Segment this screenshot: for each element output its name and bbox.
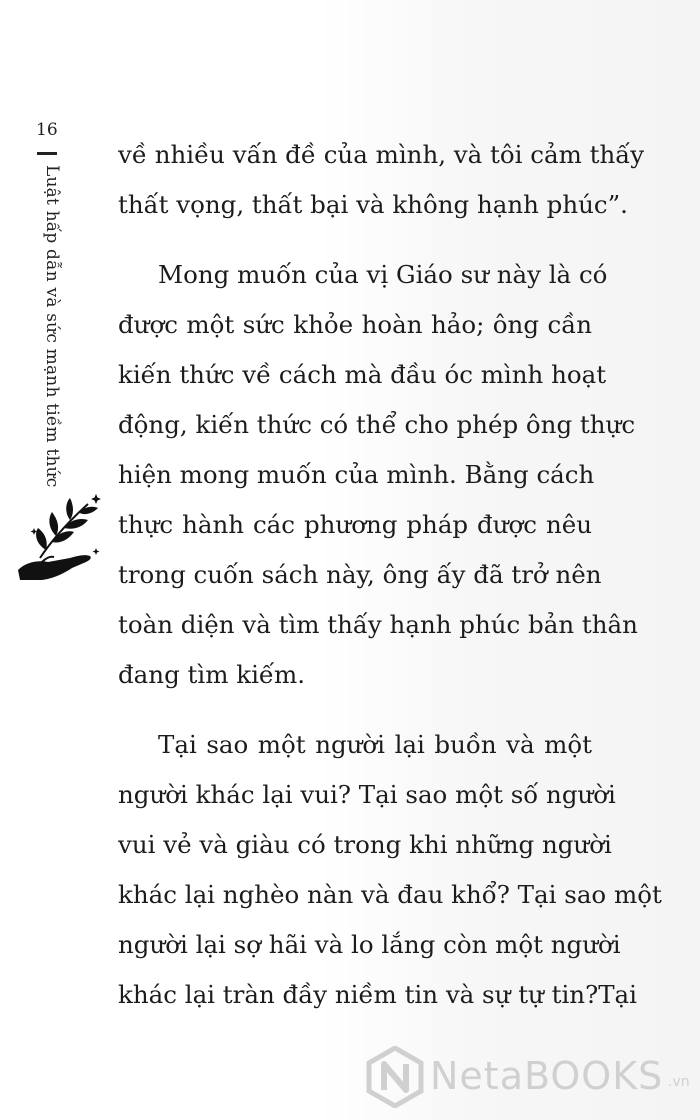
text-line: khác lại tràn đầy niềm tin và sự tự tin?Tại: [118, 980, 637, 1009]
text-line: Mong muốn của vị Giáo sư này là có: [158, 260, 608, 289]
body-text: [118, 130, 662, 1020]
paragraph-2: [118, 250, 638, 700]
text-line: kiến thức về cách mà đầu óc mình hoạt: [118, 360, 607, 389]
text-line: đang tìm kiếm.: [118, 660, 306, 689]
running-title: Luật hấp dẫn và sức mạnh tiềm thức: [42, 165, 62, 488]
page-number-divider: [37, 152, 57, 155]
text-line: Tại sao một người lại buồn và một: [158, 730, 592, 759]
paragraph-1: [118, 130, 645, 230]
paragraph-3: [118, 720, 662, 1020]
netabooks-logo-icon: [366, 1046, 424, 1108]
text-line: về nhiều vấn đề của mình, và tôi cảm thấy: [118, 140, 645, 169]
hand-leaf-icon: [12, 488, 108, 584]
text-line: người khác lại vui? Tại sao một số người: [118, 780, 616, 809]
text-line: thất vọng, thất bại và không hạnh phúc”.: [118, 190, 628, 219]
watermark-suffix: .vn: [668, 1074, 690, 1090]
text-line: khác lại nghèo nàn và đau khổ? Tại sao một: [118, 880, 662, 909]
text-line: vui vẻ và giàu có trong khi những người: [118, 830, 612, 859]
text-line: hiện mong muốn của mình. Bằng cách: [118, 460, 595, 489]
text-line: người lại sợ hãi và lo lắng còn một người: [118, 930, 621, 959]
page-number: 16: [36, 120, 58, 140]
watermark: [366, 1042, 696, 1112]
text-line: thực hành các phương pháp được nêu: [118, 510, 592, 539]
text-line: được một sức khỏe hoàn hảo; ông cần: [118, 310, 592, 339]
text-line: động, kiến thức có thể cho phép ông thực: [118, 410, 636, 439]
text-line: toàn diện và tìm thấy hạnh phúc bản thân: [118, 610, 638, 639]
watermark-brand: NetaBOOKS: [430, 1054, 664, 1098]
text-line: trong cuốn sách này, ông ấy đã trở nên: [118, 560, 602, 589]
